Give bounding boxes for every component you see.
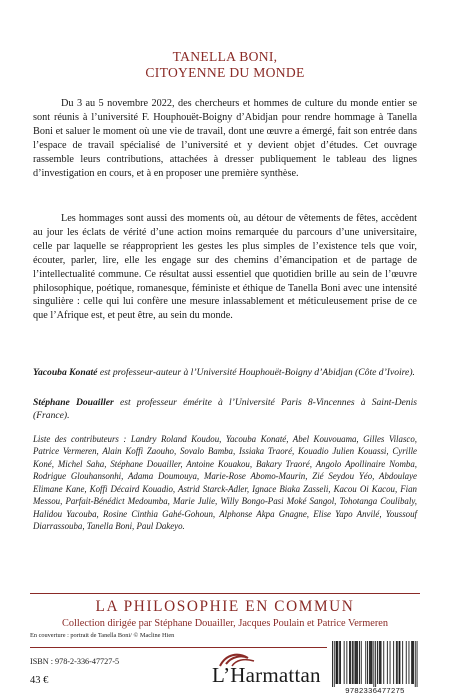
barcode-bar xyxy=(411,641,412,684)
barcode-bar xyxy=(380,641,381,684)
barcode-bar xyxy=(379,641,380,684)
barcode-bar xyxy=(400,641,401,684)
barcode-bar xyxy=(359,641,360,684)
barcode-bar xyxy=(417,641,418,687)
author-bio-2 xyxy=(33,397,417,422)
price: 43 € xyxy=(30,675,49,686)
barcode-bar xyxy=(412,641,413,684)
collection-directors: Collection dirigée par Stéphane Douailler, Jacques Poulain et Patrice Vermeren xyxy=(62,618,388,629)
barcode-bar xyxy=(373,641,374,687)
collection-name: LA PHILOSOPHIE EN COMMUN xyxy=(95,598,355,615)
isbn: ISBN : 978-2-336-47727-5 xyxy=(30,657,120,666)
barcode-bar xyxy=(381,641,382,684)
barcode-bar xyxy=(346,641,347,684)
barcode-bar xyxy=(369,641,370,684)
barcode-bar xyxy=(383,641,384,684)
barcode-bar xyxy=(350,641,351,684)
barcode-bar xyxy=(356,641,357,684)
contributors-list: Liste des contributeurs : Landry Roland Koudou, Yacouba Konaté, Abel Kouvouama, Gilles Vilasco, Patrice Vermeren, Alain Koffi Zaouho, Sovalo Bamba, Issiaka Traoré, Kouadio Julien Kouassi, Cyrille Koné, Michel Saha, Stéphane Douailler, Antoine Kouakou, Bakary Traoré, Angolo Apollinaire Nomba, Rodrigue Glouhansonhi, Adama Doumouya, Marie-Rose Abomo-Maurin, Zié Seydou Yéo, Abdoulaye Elimane Kane, Koffi Décaird Kouadio, Astrid Starck-Adler, Ignace Biaka Zasseli, Kacou Oi Kacou, Fian Messou, Parfait-Bénédict Medoumba, Marie Julie, Willy Bongo-Pasi Moké Sangol, Tohotanga Coulibaly, Halidou Yacouba, Rosine Cinthia Gahé-Gohoun, Alphonse Akpa Gnagne, Elise Yapo Anvilé, Youssouf Diarrassouba, Tanella Boni, Paul Dakeyo. xyxy=(33,434,417,532)
barcode-bar xyxy=(367,641,368,684)
barcode-bar xyxy=(365,641,366,684)
barcode-bar xyxy=(357,641,358,684)
author-bio-1 xyxy=(33,367,417,380)
author-description: est professeur-auteur à l’Université Houphouët-Boigny d’Abidjan (Côte d’Ivoire). xyxy=(97,367,415,378)
barcode-bar xyxy=(352,641,353,684)
barcode-bar xyxy=(355,641,356,684)
summary-paragraph-1: Du 3 au 5 novembre 2022, des chercheurs et hommes de culture du monde entier se sont réunis à l’université F. Houphouët-Boigny d’Abidjan pour rendre hommage à Tanella Boni et saluer le moment où une vie de travail, dont une œuvre a émergé, fait son entrée dans l’espace de travail spécialisé de l’université et y devient objet d’études. Cet ouvrage rassemble leurs contributions, attachées à dresser publiquement le tableau des lignes d’investigation en cours, et à en proposer une première synthèse. xyxy=(33,98,417,179)
barcode-bar xyxy=(413,641,414,684)
barcode-bar xyxy=(372,641,373,684)
barcode-bar xyxy=(337,641,338,684)
barcode-bar xyxy=(393,641,394,684)
summary-paragraph-2: Les hommages sont aussi des moments où, au détour de vêtements de fêtes, accèdent au jour les éclats de vérité d’une action moins remarquée du parcours d’une universitaire, celle par laquelle se réapproprient les gestes les plus simples de l’existence tels que voir, écouter, parler, lire, elle les engage sur des chemins d’émancipation et de partage de l’intellectualité commune. Ce résultat aussi essentiel que quotidien brille au sein de l’œuvre philosophique, poétique, romanesque, féministe et éthique de Tanella Boni avec une intensité singulière : celle qui lui confère une mesure inlassablement et méticuleusement prise de ce que l’Afrique est, et peut être, au sein du monde. xyxy=(33,213,417,322)
collection-top-rule xyxy=(30,593,420,594)
cover-credit: En couverture : portrait de Tanella Boni/ © Macline Hien xyxy=(30,632,175,639)
barcode-number: 9782336477275 xyxy=(345,686,405,695)
barcode-bar xyxy=(406,641,407,684)
barcode-bar xyxy=(399,641,400,684)
title-line-2: CITOYENNE DU MONDE xyxy=(145,65,305,80)
publisher-name: L’Harmattan xyxy=(212,663,321,687)
barcode-bar xyxy=(370,641,371,684)
barcode-bar xyxy=(339,641,340,684)
barcode-bar xyxy=(361,641,362,684)
barcode-bar xyxy=(415,641,416,687)
barcode xyxy=(327,638,423,696)
barcode-bar xyxy=(371,641,372,684)
publisher-logo xyxy=(212,652,332,688)
barcode-bar xyxy=(396,641,397,684)
barcode-bar xyxy=(353,641,354,684)
barcode-bar xyxy=(334,641,335,687)
barcode-bar xyxy=(377,641,378,684)
barcode-bar xyxy=(397,641,398,684)
barcode-bar xyxy=(349,641,350,684)
author-name: Yacouba Konaté xyxy=(33,367,98,378)
barcode-bar xyxy=(332,641,333,687)
barcode-bar xyxy=(390,641,391,684)
barcode-bar xyxy=(387,641,388,684)
barcode-bar xyxy=(340,641,341,684)
book-title xyxy=(0,49,450,81)
barcode-bar xyxy=(409,641,410,684)
author-name: Stéphane Douailler xyxy=(33,397,114,408)
barcode-bar xyxy=(336,641,337,684)
barcode-bar xyxy=(337,641,338,684)
author-description: est professeur émérite à l’Université Paris 8-Vincennes à Saint-Denis (France). xyxy=(33,397,418,421)
barcode-bar xyxy=(355,641,356,684)
barcode-bar xyxy=(402,641,403,684)
barcode-bar xyxy=(375,641,376,687)
title-line-1: TANELLA BONI, xyxy=(172,49,278,64)
barcode-bar xyxy=(344,641,345,684)
